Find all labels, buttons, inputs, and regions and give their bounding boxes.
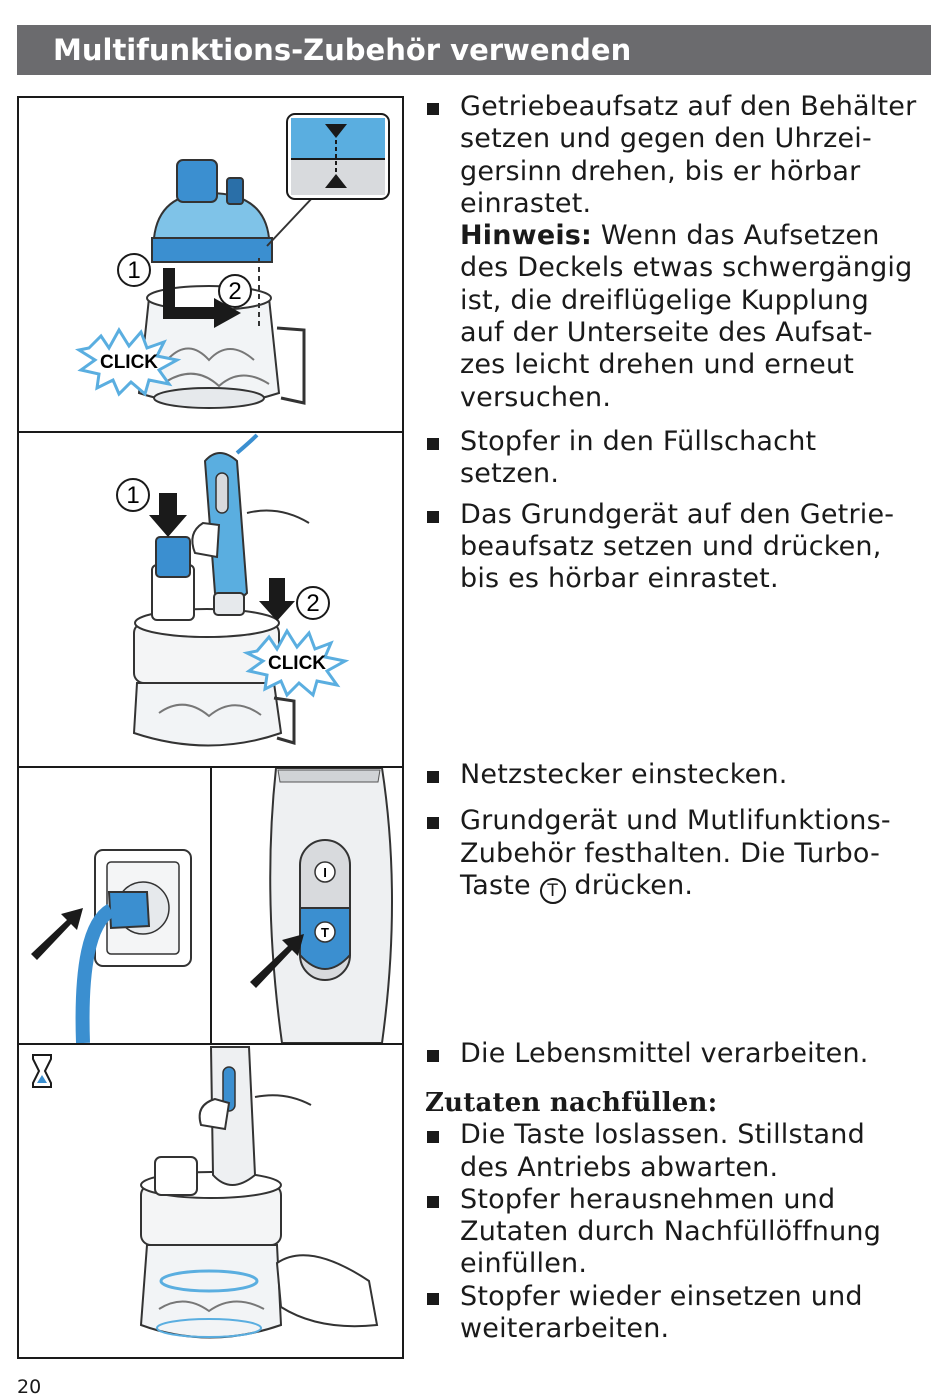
pusher-illustration [19, 433, 402, 766]
instruction-plug-in [425, 759, 935, 791]
text-line: auf der Unterseite des Aufsat- [460, 317, 873, 349]
gearbox-illustration [19, 98, 402, 431]
instructions-pusher [425, 426, 935, 595]
text-line: gersinn drehen, bis er hörbar [460, 155, 861, 187]
instructions-attach [425, 91, 935, 414]
text-line [460, 870, 935, 904]
page-number: 20 [17, 1376, 42, 1398]
click-label-2: CLICK [267, 653, 327, 674]
text-fragment: Taste [460, 869, 540, 901]
click-label: CLICK [99, 352, 159, 373]
instruction-attach-motor [425, 499, 935, 596]
text-line: Das Grundgerät auf den Getrie- [460, 498, 895, 530]
text-line: Stopfer in den Füllschacht [460, 426, 817, 457]
text-line: des Deckels etwas schwergängig [460, 252, 913, 284]
step-2-label-2: 2 [306, 590, 320, 617]
text-line: Stopfer herausnehmen und [460, 1183, 836, 1215]
text-line: Wenn das Aufsetzen [592, 220, 880, 252]
instruction-continue [425, 1281, 935, 1346]
refill-heading: Zutaten nachfüllen: [425, 1088, 718, 1119]
figure-plug-in [17, 766, 212, 1045]
figure-attach-gearbox [17, 96, 404, 433]
instruction-attach-gearbox [425, 91, 935, 414]
text-line: Zubehör festhalten. Die Turbo- [460, 837, 881, 869]
text-line: Grundgerät und Mutlifunktions- [460, 805, 891, 837]
note-line [460, 220, 935, 252]
text-line: Zutaten durch Nachfüllöffnung [460, 1216, 882, 1248]
text-line: weiterarbeiten. [460, 1313, 670, 1345]
button-t-label: T [321, 925, 329, 940]
figure-insert-pusher [17, 431, 404, 768]
instruction-insert-pusher [425, 426, 935, 491]
instruction-press-turbo [425, 805, 935, 904]
processing-illustration [19, 1045, 402, 1357]
turbo-symbol-icon: T [540, 878, 566, 904]
turbo-illustration [212, 768, 402, 1043]
text-line: Stopfer wieder einsetzen und [460, 1280, 863, 1312]
text-line: einrastet. [460, 187, 592, 219]
text-line: Getriebeaufsatz auf den Behälter [460, 91, 917, 122]
button-i-label: I [323, 865, 327, 880]
instructions-power [425, 759, 935, 904]
text-line: einfüllen. [460, 1248, 588, 1280]
step-1-label: 1 [127, 257, 141, 284]
text-line: versuchen. [460, 381, 612, 413]
figure-turbo-button [210, 766, 404, 1045]
text-line: Netzstecker einstecken. [460, 759, 788, 790]
text-fragment: drücken. [565, 869, 694, 901]
text-line: des Antriebs abwarten. [460, 1151, 779, 1183]
text-line: zes leicht drehen und erneut [460, 349, 855, 381]
text-line: ist, die dreiflügelige Kupplung [460, 284, 869, 316]
step-2-label: 2 [228, 278, 242, 305]
plug-illustration [19, 768, 210, 1043]
instruction-refill [425, 1184, 935, 1281]
text-line: bis es hörbar einrastet. [460, 563, 779, 595]
text-line: beaufsatz setzen und drücken, [460, 530, 882, 562]
note-label: Hinweis: [460, 220, 593, 252]
instruction-release-button [425, 1119, 935, 1184]
page-title: Multifunktions-Zubehör verwenden [17, 25, 931, 75]
instructions-processing [425, 1038, 935, 1345]
text-line: setzen. [460, 458, 560, 490]
instruction-process [425, 1038, 935, 1070]
text-line: Die Lebensmittel verarbeiten. [460, 1038, 869, 1069]
step-1-label-2: 1 [126, 482, 140, 509]
figure-processing [17, 1043, 404, 1359]
text-line: Die Taste loslassen. Stillstand [460, 1119, 865, 1151]
text-line: setzen und gegen den Uhrzei- [460, 123, 872, 155]
